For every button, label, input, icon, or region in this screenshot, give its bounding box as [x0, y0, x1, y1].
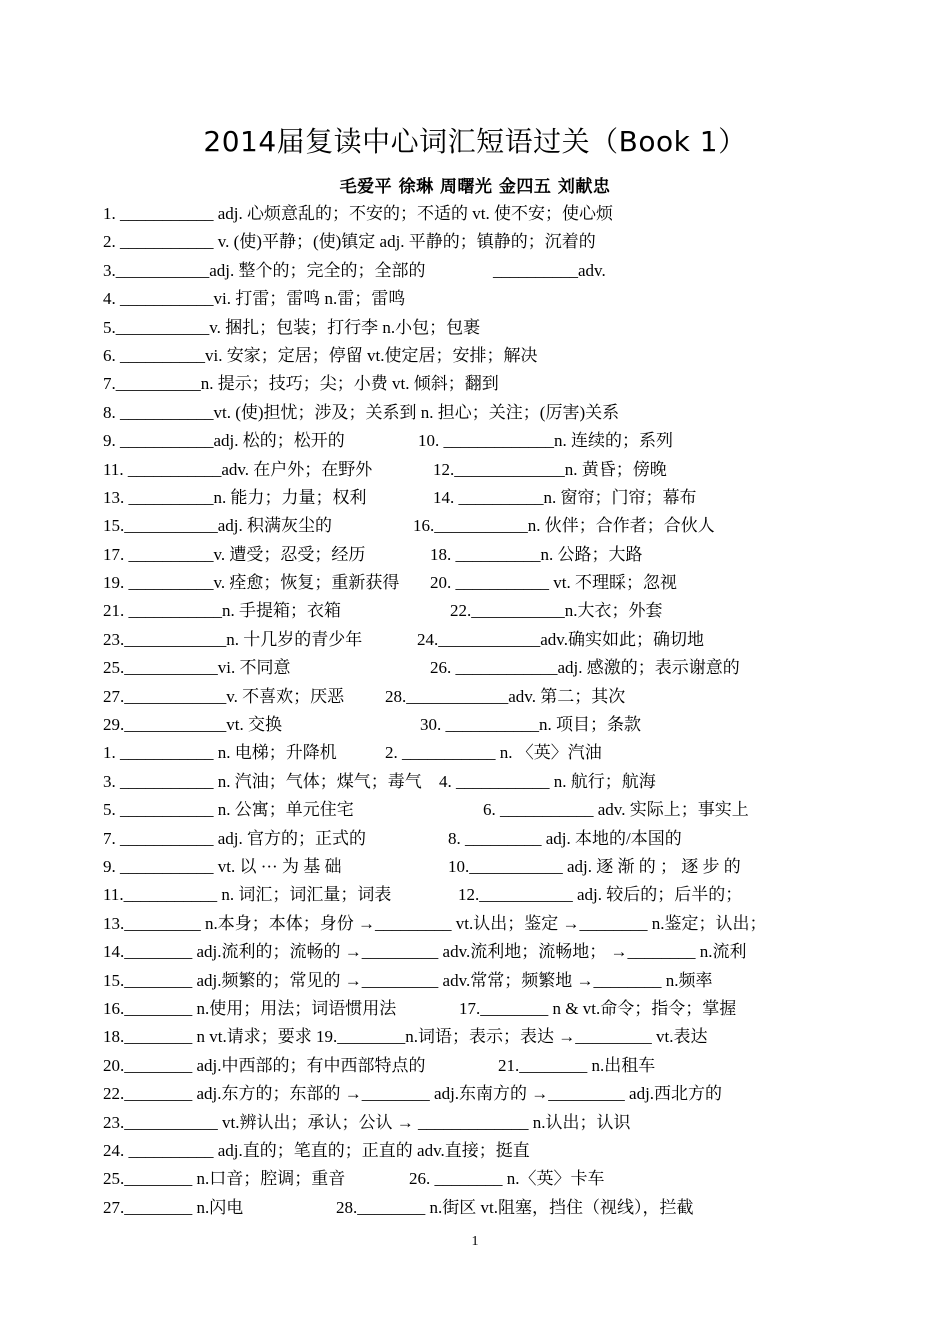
vocab-item-second: 12._____________n. 黄昏；傍晚: [433, 459, 667, 479]
vocab-line: [103, 285, 863, 313]
vocab-item-second: 10.___________ adj. 逐 渐 的 ； 逐 步 的: [448, 856, 741, 876]
vocab-item-second: 18. __________n. 公路；大路: [430, 544, 643, 564]
vocab-item: 9. ___________ vt. 以 ··· 为 基 础: [103, 856, 342, 876]
vocab-line: [103, 654, 863, 682]
vocab-item-second: 28.____________adv. 第二；其次: [385, 686, 626, 706]
vocab-item-second: 4. ___________ n. 航行；航海: [439, 771, 656, 791]
vocab-item: 7. ___________ adj. 官方的；正式的: [103, 828, 367, 848]
vocab-item-second: 20. ___________ vt. 不理睬；忽视: [430, 573, 677, 593]
vocab-item: 13._________ n.本身；本体；身份 →_________ vt.认出；鉴定 →________ n.鉴定；认出；: [103, 913, 767, 933]
vocab-line: [103, 910, 863, 938]
vocab-item: 23.____________n. 十几岁的青少年: [103, 629, 363, 649]
vocab-line: [103, 1165, 863, 1193]
vocab-item: 17. __________v. 遭受；忍受；经历: [103, 544, 366, 564]
vocab-item: 21. ___________n. 手提箱；衣箱: [103, 601, 341, 621]
vocab-line: [103, 399, 863, 427]
vocab-item-second: __________adv.: [493, 260, 606, 280]
vocab-item: 9. ___________adj. 松的；松开的: [103, 431, 345, 451]
vocab-item-second: 10. _____________n. 连续的；系列: [418, 431, 673, 451]
vocab-line: [103, 314, 863, 342]
vocab-line: [103, 626, 863, 654]
vocab-line: [103, 825, 863, 853]
vocabulary-list: [103, 200, 863, 1222]
vocab-line: [103, 512, 863, 540]
vocab-line: [103, 853, 863, 881]
vocab-item: 5. ___________ n. 公寓；单元住宅: [103, 800, 354, 820]
vocab-line: [103, 541, 863, 569]
vocab-line: [103, 683, 863, 711]
vocab-line: [103, 1023, 863, 1051]
vocab-item: 8. ___________vt. (使)担忧；涉及；关系到 n. 担心；关注；(厉害)关系: [103, 402, 620, 422]
vocab-line: [103, 427, 863, 455]
vocab-item: 22.________ adj.东方的；东部的 →________ adj.东南方的 →_________ adj.西北方的: [103, 1084, 723, 1104]
page-title: 2014届复读中心词汇短语过关（Book 1）: [203, 125, 747, 158]
vocab-item: 24. __________ adj.直的；笔直的；正直的 adv.直接；挺直: [103, 1140, 530, 1160]
vocab-line: [103, 967, 863, 995]
vocab-item-second: 30. ___________n. 项目；条款: [420, 715, 641, 735]
vocab-item-second: 26. ________ n.〈英〉卡车: [409, 1169, 605, 1189]
vocab-item-second: 21.________ n.出租车: [498, 1055, 656, 1075]
vocab-line: [103, 1080, 863, 1108]
vocab-item: 11.___________ n. 词汇；词汇量；词表: [103, 885, 392, 905]
vocab-line: [103, 228, 863, 256]
vocab-item: 29.____________vt. 交换: [103, 715, 282, 735]
vocab-item-second: 17.________ n & vt.命令；指令；掌握: [459, 998, 737, 1018]
vocab-item: 18.________ n vt.请求；要求 19.________n.词语；表示；表达 →_________ vt.表达: [103, 1027, 708, 1047]
vocab-item-second: 14. __________n. 窗帘；门帘；幕布: [433, 487, 697, 507]
vocab-item: 25.________ n.口音；腔调；重音: [103, 1169, 346, 1189]
vocab-item: 15.________ adj.频繁的；常见的 →_________ adv.常常；频繁地 →________ n.频率: [103, 970, 713, 990]
vocab-item-second: 28.________ n.街区 vt.阻塞，挡住（视线），拦截: [336, 1197, 694, 1217]
vocab-line: [103, 881, 863, 909]
vocab-line: [103, 370, 863, 398]
vocab-item: 3. ___________ n. 汽油；气体；煤气；毒气: [103, 771, 422, 791]
vocab-item-second: 8. _________ adj. 本地的/本国的: [448, 828, 682, 848]
vocab-line: [103, 711, 863, 739]
vocab-item: 23.___________ vt.辨认出；承认；公认 → _____________ n.认出；认识: [103, 1112, 631, 1132]
vocab-line: [103, 484, 863, 512]
vocab-item: 5.___________v. 捆扎；包装；打行李 n.小包；包裹: [103, 317, 481, 337]
vocab-line: [103, 257, 863, 285]
vocab-item: 27.________ n.闪电: [103, 1197, 244, 1217]
vocab-item: 20.________ adj.中西部的；有中西部特点的: [103, 1055, 426, 1075]
vocab-item: 13. __________n. 能力；力量；权利: [103, 487, 367, 507]
vocab-item-second: 16.___________n. 伙伴；合作者；合伙人: [413, 516, 715, 536]
vocab-line: [103, 342, 863, 370]
vocab-line: [103, 1052, 863, 1080]
vocab-line: [103, 768, 863, 796]
vocab-item-second: 6. ___________ adv. 实际上；事实上: [483, 800, 749, 820]
vocab-line: [103, 456, 863, 484]
vocab-line: [103, 1194, 863, 1222]
vocab-item: 25.___________vi. 不同意: [103, 658, 291, 678]
vocab-item-second: 12.___________ adj. 较后的；后半的；: [458, 885, 743, 905]
vocab-line: [103, 739, 863, 767]
vocab-line: [103, 796, 863, 824]
vocab-item: 3.___________adj. 整个的；完全的；全部的: [103, 260, 426, 280]
vocab-item: 19. __________v. 痊愈；恢复；重新获得: [103, 573, 400, 593]
vocab-item-second: 26. ____________adj. 感激的；表示谢意的: [430, 658, 740, 678]
vocab-item: 14.________ adj.流利的；流畅的 →_________ adv.流利地；流畅地； →________ n.流利: [103, 942, 747, 962]
vocab-item-second: 24.____________adv.确实如此；确切地: [417, 629, 704, 649]
vocab-item-second: 22.___________n.大衣；外套: [450, 601, 663, 621]
authors: 毛爱平 徐琳 周曙光 金四五 刘献忠: [339, 177, 611, 197]
vocab-line: [103, 1137, 863, 1165]
vocab-item: 16.________ n.使用；用法；词语惯用法: [103, 998, 397, 1018]
vocab-item: 2. ___________ v. (使)平静；(使)镇定 adj. 平静的；镇静的；沉着的: [103, 232, 596, 252]
vocab-item: 15.___________adj. 积满灰尘的: [103, 516, 333, 536]
vocab-item: 7.__________n. 提示；技巧；尖；小费 vt. 倾斜；翻到: [103, 374, 499, 394]
vocab-item-second: 2. ___________ n. 〈英〉汽油: [385, 743, 602, 763]
vocab-line: [103, 995, 863, 1023]
vocab-line: [103, 569, 863, 597]
vocab-item: 4. ___________vi. 打雷；雷鸣 n.雷；雷鸣: [103, 289, 406, 309]
page-number: 1: [471, 1234, 479, 1249]
vocab-item: 1. ___________ adj. 心烦意乱的；不安的；不适的 vt. 使不安；使心烦: [103, 204, 613, 223]
vocab-item: 1. ___________ n. 电梯；升降机: [103, 743, 337, 763]
vocab-line: [103, 938, 863, 966]
vocab-line: [103, 1109, 863, 1137]
vocab-line: [103, 597, 863, 625]
vocab-item: 6. __________vi. 安家；定居；停留 vt.使定居；安排；解决: [103, 345, 538, 365]
vocab-item: 11. ___________adv. 在户外；在野外: [103, 459, 373, 479]
vocab-item: 27.____________v. 不喜欢；厌恶: [103, 686, 345, 706]
vocab-line: [103, 200, 863, 228]
